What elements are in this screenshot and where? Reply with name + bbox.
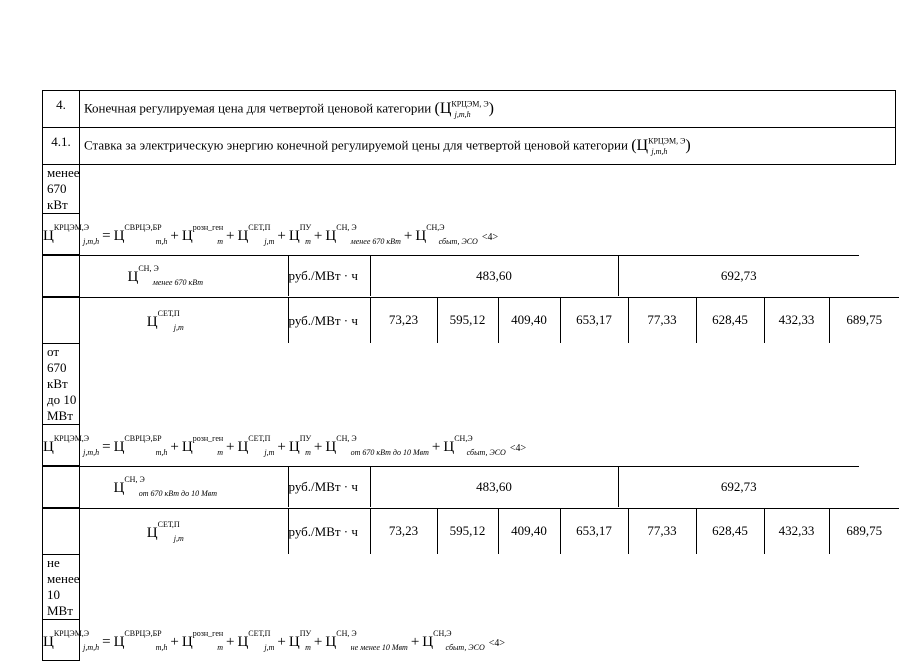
symbol-base: Ц [288,438,300,455]
plus-sign: + [277,438,286,455]
set-rate-row [43,296,896,344]
symbol-sup: КРЦЭМ,Э [53,433,90,443]
symbol-base: Ц [181,227,193,244]
formula-term [181,433,224,457]
set-symbol [146,308,184,332]
sn-rate-row [43,255,896,297]
symbol-sub: не менее 10 Мвт [350,642,408,652]
sn-symbol-cell [43,256,288,296]
rate-value: 595,12 [437,508,498,554]
plus-sign: + [313,227,323,244]
unit-label: руб./МВт · ч [288,467,370,507]
sn-rate-row [43,466,896,508]
symbol-base: Ц [237,227,249,244]
rate-value: 628,45 [696,297,764,343]
section-symbol: ($Ц^{КРЦЭМ, Э}_{j,m,h}$ ) [434,99,494,119]
symbol-base: Ц [43,438,54,455]
symbol-sub: m [305,642,311,652]
sn-symbol [127,264,203,288]
rate-value: 73,23 [370,508,437,554]
symbol-sub: от 670 кВт до 10 Мвт [350,447,429,457]
rate-value: 483,60 [370,256,618,296]
sn-symbol-cell [43,467,288,507]
symbol-base: Ц [113,227,125,244]
formula-cell [43,214,499,255]
symbol-base: Ц [43,633,54,650]
symbol-sup: СН, Э [124,475,145,485]
symbol-base: Ц [181,438,193,455]
set-rate-tr [43,508,899,554]
symbol-sub: от 670 кВт до 10 Мвт [138,489,217,499]
symbol-sub: m [217,236,223,246]
formula-lhs [43,222,100,246]
symbol-base: Ц [237,633,249,650]
formula-term [325,628,408,652]
symbol-sup: СН, Э [336,628,357,638]
formula-term [443,433,506,457]
symbol-sup: СЕТ,П [157,308,180,318]
symbol-sup: ПУ [299,433,312,443]
symbol-base: Ц [288,633,300,650]
plus-sign: + [403,227,413,244]
rate-value: 409,40 [498,297,560,343]
symbol-sup: СН,Э [433,628,452,638]
symbol-base: Ц [113,633,125,650]
symbol-sub: m [217,447,223,457]
formula [43,433,527,457]
symbol-sup: СВРЦЭ,БР [124,628,162,638]
sn-rate-tr [43,467,859,507]
symbol-sup: СЕТ,П [157,519,180,529]
rate-value: 628,45 [696,508,764,554]
unit-label: руб./МВт · ч [288,297,370,343]
symbol-sub: m [217,642,223,652]
sn-symbol [113,475,218,499]
equals-sign: = [102,633,111,650]
symbol-sub: m,h [155,642,168,652]
plus-sign: + [170,438,179,455]
symbol-base: Ц [43,227,54,244]
rate-value: 483,60 [370,467,618,507]
plus-sign: + [277,633,286,650]
rate-value: 73,23 [370,297,437,343]
rate-value: 692,73 [618,467,859,507]
set-rate-row [43,507,896,555]
symbol-base: Ц [237,438,249,455]
plus-sign: + [225,438,235,455]
symbol-base: Ц [146,524,158,541]
symbol-sup: СН, Э [138,264,159,274]
equals-sign: = [102,438,111,455]
plus-sign: + [170,227,179,244]
formula-term [113,628,168,652]
formula-term [237,222,275,246]
formula-cell [43,620,506,661]
unit-label: руб./МВт · ч [288,256,370,296]
plus-sign: + [225,227,235,244]
symbol-sub: менее 670 кВт [350,236,401,246]
section-title [80,91,896,128]
plus-sign: + [225,633,235,650]
symbol-base: Ц [288,227,300,244]
tariff-table [42,90,896,661]
formula-term [415,222,478,246]
symbol-sup: розн_ген [192,222,224,232]
rate-value: 409,40 [498,508,560,554]
section-41-row [43,128,896,165]
symbol-sup: СН, Э [336,433,357,443]
symbol-base: Ц [127,269,139,286]
symbol-sup: ПУ [299,222,312,232]
plus-sign: + [431,438,441,455]
symbol-base: Ц [113,480,125,497]
symbol-sup: КРЦЭМ,Э [53,222,90,232]
symbol-sup: СЕТ,П [248,628,271,638]
rate-value: 432,33 [764,297,829,343]
rate-value: 653,17 [560,297,628,343]
symbol-sup: розн_ген [192,433,224,443]
symbol-sub: сбыт, ЭСО [445,642,485,652]
plus-sign: + [410,633,420,650]
formula-term [237,628,275,652]
plus-sign: + [313,438,323,455]
set-rate-cell [43,507,883,555]
rate-value: 77,33 [628,297,696,343]
section-number: 4. [43,91,80,128]
rate-value: 432,33 [764,508,829,554]
group-label-row [43,555,896,620]
section-symbol: ($Ц^{КРЦЭМ, Э}_{j,m,h}$ ) [631,136,691,156]
formula-cell [43,425,527,466]
footnote-ref: <4> [509,442,527,454]
symbol-sup: СВРЦЭ,БР [124,433,162,443]
group-label-row [43,344,896,425]
symbol-base: Ц [443,438,455,455]
symbol-sup: розн_ген [192,628,224,638]
formula-term [288,222,312,246]
symbol-sub: m,h [155,447,168,457]
formula-term [325,433,429,457]
formula [43,628,506,652]
footnote-ref: <4> [488,637,506,649]
group-label: от 670 кВт до 10 МВт [43,344,80,425]
plus-sign: + [170,633,179,650]
rate-value: 689,75 [829,508,899,554]
symbol-base: Ц [181,633,193,650]
set-rate-table [43,508,899,555]
plus-sign: + [277,227,286,244]
symbol-sub: менее 670 кВт [152,278,203,288]
symbol-sup: СЕТ,П [248,433,271,443]
sn-symbol-term [113,475,218,499]
formula [43,222,499,246]
symbol-sub: сбыт, ЭСО [438,236,478,246]
section-title [80,128,896,165]
formula-term [181,222,224,246]
formula-lhs [43,628,100,652]
sn-rate-cell [43,255,757,297]
sn-rate-tr [43,256,859,296]
symbol-sub: m [305,447,311,457]
rate-value: 595,12 [437,297,498,343]
symbol-base: Ц [415,227,427,244]
set-rate-tr [43,297,899,343]
section-title-text: Конечная регулируемая цена для четвертой ценовой категории [84,100,432,116]
formula-lhs [43,433,100,457]
section-number: 4.1. [43,128,80,165]
symbol-sup: СН,Э [426,222,445,232]
symbol-sub: j,m [264,236,275,246]
symbol-base: Ц [325,227,337,244]
sn-rate-cell [43,466,757,508]
formula-term [181,628,224,652]
formula-term [113,433,168,457]
formula-term [325,222,401,246]
symbol-sup: СВРЦЭ,БР [124,222,162,232]
set-rate-table [43,297,899,344]
symbol-sub: j,m,h [83,447,100,457]
symbol-sub: j,m [173,322,184,332]
set-symbol-cell [43,508,288,554]
symbol-sub: j,m [264,447,275,457]
symbol-sub: j,m [173,533,184,543]
symbol-sub: j,m [264,642,275,652]
formula-term [422,628,485,652]
section-title-text: Ставка за электрическую энергию конечной регулируемой цены для четвертой ценовой категории [84,137,628,153]
group-label-row [43,165,896,214]
rate-value: 653,17 [560,508,628,554]
formula-row [43,425,896,466]
group-label: менее 670 кВт [43,165,80,214]
formula-term [288,433,312,457]
symbol-base: Ц [422,633,434,650]
sn-rate-table [43,255,859,296]
set-symbol-cell [43,297,288,343]
rate-value: 77,33 [628,508,696,554]
formula-row [43,214,896,255]
group-label: не менее 10 МВт [43,555,80,620]
symbol-base: Ц [113,438,125,455]
footnote-ref: <4> [481,231,499,243]
symbol-sub: сбыт, ЭСО [466,447,506,457]
symbol-sup: СН,Э [454,433,473,443]
sn-rate-table [43,466,859,507]
formula-row [43,620,896,661]
symbol-base: Ц [146,313,158,330]
symbol-base: Ц [325,438,337,455]
symbol-sup: ПУ [299,628,312,638]
formula-term [237,433,275,457]
set-symbol-term [146,308,184,332]
symbol-sup: КРЦЭМ,Э [53,628,90,638]
symbol-sub: j,m,h [83,642,100,652]
formula-term [288,628,312,652]
symbol-sub: m,h [155,236,168,246]
set-symbol-term [146,519,184,543]
set-rate-cell [43,296,883,344]
equals-sign: = [102,227,111,244]
set-symbol [146,519,184,543]
formula-term [113,222,168,246]
section-4-row [43,91,896,128]
sn-symbol-term [127,264,203,288]
symbol-sup: СЕТ,П [248,222,271,232]
plus-sign: + [313,633,323,650]
unit-label: руб./МВт · ч [288,508,370,554]
symbol-sub: m [305,236,311,246]
symbol-base: Ц [325,633,337,650]
rate-value: 689,75 [829,297,899,343]
symbol-sub: j,m,h [83,236,100,246]
rate-value: 692,73 [618,256,859,296]
symbol-sup: СН, Э [336,222,357,232]
